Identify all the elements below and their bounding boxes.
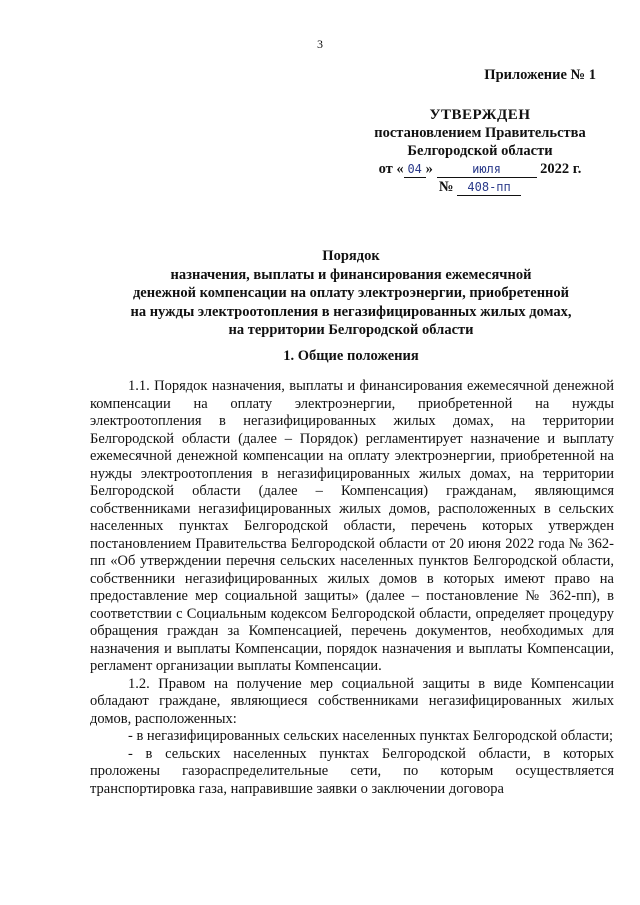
appendix-label: Приложение № 1	[484, 67, 596, 83]
approval-number	[360, 178, 600, 196]
page-number: 3	[317, 37, 323, 51]
number-prefix: №	[438, 179, 454, 195]
date-prefix: от «	[378, 161, 404, 177]
paragraph-1-1: 1.1. Порядок назначения, выплаты и финансирования ежемесячной денежной компенсации на оплату электроэнергии, приобретенной на нужды электроотопления в негазифицированных жилых домах, на территории Белгородской области (далее – Порядок) регламентирует назначение и выплату ежемесячной денежной компенсации на оплату электроэнергии, приобретенной на нужды электроотопления в негазифицированных жилых домах, на территории Белгородской области (далее – Компенсация) гражданам, являющимся собственниками негазифицированных жилых домов, расположенных в сельских населенных пунктах Белгородской области, перечень которых утвержден постановлением Правительства Белгородской области от 20 июня 2022 года № 362-пп «Об утверждении перечня сельских населенных пунктов Белгородской области, собственники негазифицированных жилых домов в которых имеют право на предоставление мер социальной защиты» (далее – постановление № 362-пп), в соответствии с Социальным кодексом Белгородской области, определяет процедуру обращения граждан за Компенсацией, перечень документов, необходимых для назначения и выплаты Компенсации, порядок назначения и выплаты Компенсации, регламент организации выплаты Компенсации.	[90, 378, 614, 674]
approval-line-2: Белгородской области	[407, 143, 553, 159]
approval-block	[360, 66, 600, 196]
number-value: 408-пп	[457, 180, 521, 196]
title-line-4: на нужды электроотопления в негазифицированных жилых домах,	[130, 303, 572, 320]
body-text	[90, 378, 614, 798]
title-line-2: назначения, выплаты и финансирования ежемесячной	[170, 266, 532, 283]
title-line-5: на территории Белгородской области	[228, 322, 474, 338]
section-heading: 1. Общие положения	[283, 348, 419, 364]
paragraph-list-item-1: - в негазифицированных сельских населенных пунктах Белгородской области;	[128, 728, 614, 744]
title-line-3: денежной компенсации на оплату электроэнергии, приобретенной	[132, 285, 570, 301]
approved-label: УТВЕРЖДЕН	[429, 107, 531, 123]
date-month: июля	[437, 162, 537, 178]
paragraph-list-item-2: - в сельских населенных пунктах Белгородской области, в которых проложены газораспределительные сети, по которым осуществляется транспортировка газа, направившие заявки о заключении договора	[90, 745, 614, 797]
date-year: 2022 г.	[540, 161, 582, 177]
paragraph-1-2: 1.2. Правом на получение мер социальной защиты в виде Компенсации обладают граждане, являющиеся собственниками негазифицированных жилых домов, расположенных:	[90, 675, 614, 727]
document-title	[88, 247, 614, 340]
date-mid: »	[425, 161, 433, 177]
approval-line-1: постановлением Правительства	[374, 125, 586, 141]
date-day: 04	[404, 162, 426, 178]
title-line-1: Порядок	[322, 248, 380, 264]
approval-date	[360, 160, 600, 178]
